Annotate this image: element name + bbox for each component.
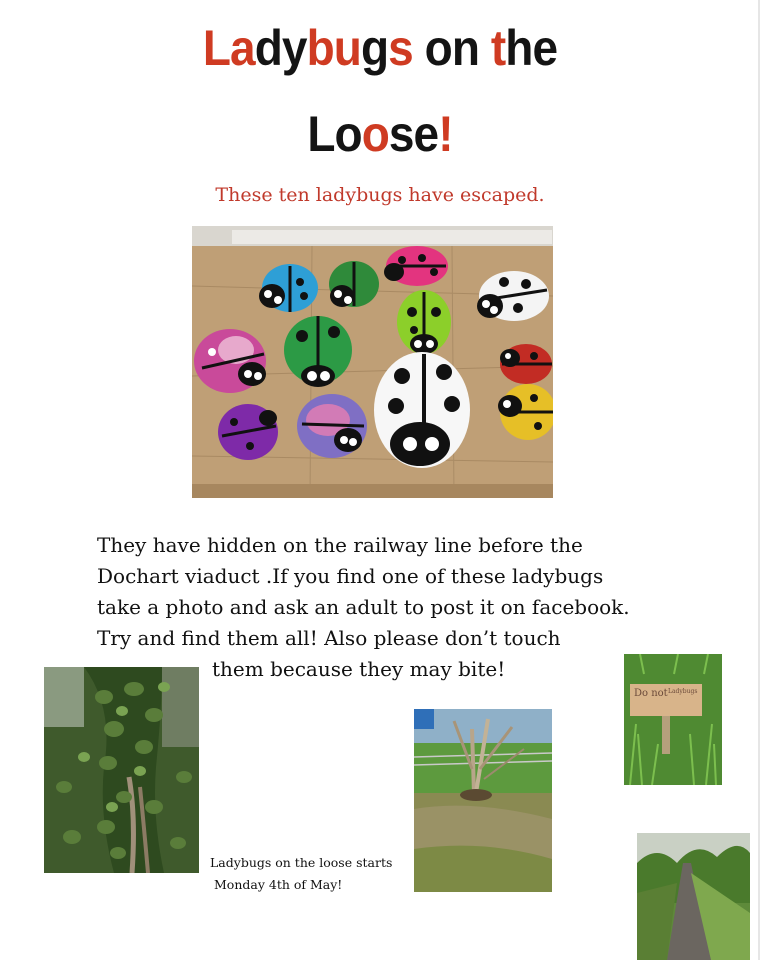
title-seg: t <box>490 20 506 76</box>
footer-line: Ladybugs on the loose starts <box>210 855 393 870</box>
sign-grass-photo <box>624 654 722 785</box>
title-seg: se <box>388 106 439 162</box>
body-line: take a photo and ask an adult to post it on facebook. <box>97 595 630 619</box>
ivy-tree-photo <box>44 667 199 873</box>
title-seg: g <box>360 20 389 76</box>
body-line: Dochart viaduct .If you find one of these ladybugs <box>97 564 604 588</box>
title-seg: he <box>505 20 558 76</box>
sign-text: Ladybugs <box>668 688 698 695</box>
trail-path-photo <box>637 833 750 960</box>
tree-field-photo <box>414 709 552 892</box>
title-seg: o <box>361 106 389 162</box>
subtitle: These ten ladybugs have escaped. <box>215 184 545 206</box>
rock-dark-green <box>329 261 379 307</box>
ladybug-rocks-photo <box>192 226 553 498</box>
rock-white-black-large <box>374 352 470 468</box>
title-seg: dy <box>254 20 307 76</box>
sign-text: Do not <box>634 688 668 699</box>
body-text <box>97 530 697 685</box>
rock-blue-pink <box>297 394 367 458</box>
title-seg: s <box>388 20 425 76</box>
title-seg: ! <box>438 106 453 162</box>
title-seg: on <box>424 20 491 76</box>
body-line: Try and find them all! Also please don’t touch <box>97 626 561 650</box>
footer-line: Monday 4th of May! <box>214 877 343 892</box>
body-line: They have hidden on the railway line before the <box>97 533 583 557</box>
title-seg: Lo <box>307 106 362 162</box>
rock-lime <box>397 290 451 354</box>
title-seg: La <box>202 20 255 76</box>
start-date-note <box>210 852 420 896</box>
poster-title-line-2 <box>30 104 729 164</box>
title-seg: bu <box>306 20 361 76</box>
rock-magenta-white <box>194 329 266 393</box>
poster-title-line-1 <box>30 18 729 78</box>
rock-purple <box>218 404 278 460</box>
rock-red <box>500 344 552 384</box>
body-line: them because they may bite! <box>212 657 506 681</box>
